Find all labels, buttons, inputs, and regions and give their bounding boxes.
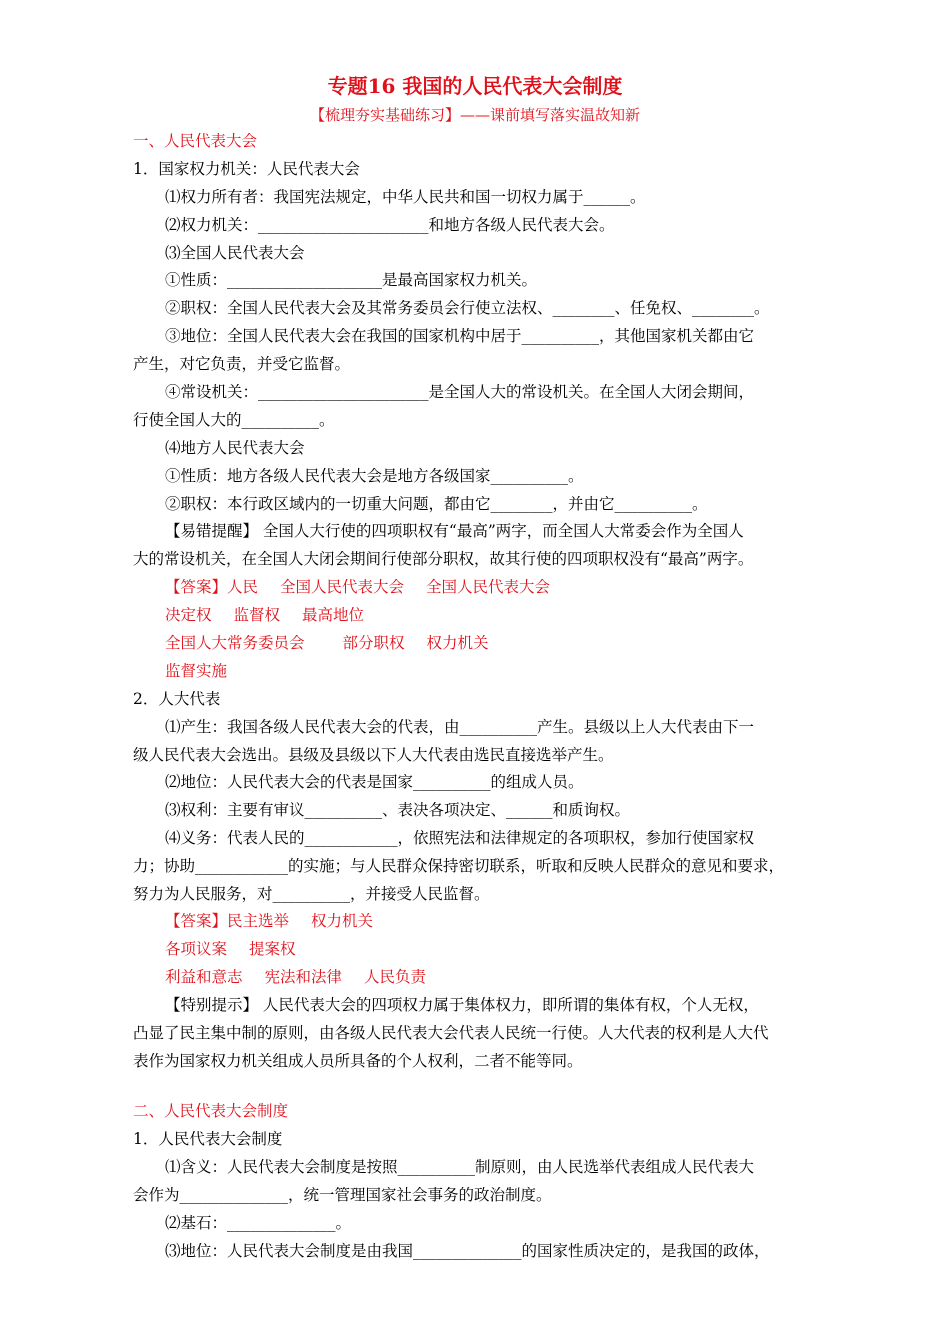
- answer-line: [165, 573, 855, 601]
- paragraph: ⑴权力所有者：我国宪法规定，中华人民共和国一切权力属于______。: [165, 188, 646, 206]
- answer-line: [165, 629, 855, 657]
- paragraph: 行使全国人大的__________。: [133, 411, 335, 429]
- answer-label: 【答案】: [165, 578, 228, 596]
- paragraph: ⑵基石：______________。: [165, 1214, 352, 1232]
- paragraph: ⑷地方人民代表大会: [165, 439, 305, 457]
- paragraph: ⑴含义：人民代表大会制度是按照__________制原则，由人民选举代表组成人民代表大: [165, 1158, 755, 1176]
- answer-text: 人民负责: [364, 968, 427, 986]
- paragraph: ⑶权利：主要有审议__________、表决各项决定、______和质询权。: [165, 801, 631, 819]
- answer-text: 全国人民代表大会: [426, 578, 551, 596]
- paragraph: ②职权：本行政区域内的一切重大问题，都由它________，并由它__________。: [165, 495, 708, 513]
- answer-text: 权力机关: [426, 634, 489, 652]
- answer-text: 最高地位: [302, 606, 365, 624]
- paragraph: 努力为人民服务，对__________，并接受人民监督。: [133, 885, 490, 903]
- paragraph: ⑵权力机关：______________________和地方各级人民代表大会。: [165, 216, 615, 234]
- answer-text: 利益和意志: [165, 968, 243, 986]
- answer-text: 各项议案: [165, 940, 228, 958]
- document-subtitle: 【梳理夯实基础练习】——课前填写落实温故知新: [309, 106, 640, 124]
- paragraph: 级人民代表大会选出。县级及县级以下人大代表由选民直接选举产生。: [133, 746, 614, 764]
- paragraph: ①性质：地方各级人民代表大会是地方各级国家__________。: [165, 467, 584, 485]
- answer-text: 宪法和法律: [264, 968, 343, 986]
- tip-paragraph: 表作为国家权力机关组成人员所具备的个人权利，二者不能等同。: [133, 1052, 583, 1070]
- item-heading: 1．人民代表大会制度: [133, 1130, 283, 1148]
- document-title: 专题16 我国的人民代表大会制度: [327, 74, 623, 98]
- paragraph: ③地位：全国人民代表大会在我国的国家机构中居于__________，其他国家机关都由它: [165, 327, 755, 345]
- paragraph: 会作为______________，统一管理国家社会事务的政治制度。: [133, 1186, 552, 1204]
- paragraph: ②职权：全国人民代表大会及其常务委员会行使立法权、________、任免权、________。: [165, 299, 770, 317]
- paragraph: ⑶地位：人民代表大会制度是由我国______________的国家性质决定的，是我国的政体，: [165, 1242, 770, 1260]
- answer-text: 决定权: [165, 606, 212, 624]
- paragraph: ④常设机关：______________________是全国人大的常设机关。在全国人大闭会期间，: [165, 383, 755, 401]
- answer-text: 全国人民代表大会: [280, 578, 405, 596]
- answer-text: 人民: [227, 578, 259, 596]
- answer-text: 监督权: [233, 606, 281, 624]
- paragraph: ⑵地位：人民代表大会的代表是国家__________的组成人员。: [165, 773, 584, 791]
- tip-paragraph: 凸显了民主集中制的原则，由各级人民代表大会代表人民统一行使。人大代表的权利是人大代: [133, 1024, 769, 1042]
- paragraph: 力；协助____________的实施；与人民群众保持密切联系，听取和反映人民群众的意见和要求，: [133, 857, 785, 875]
- answer-line: [165, 657, 855, 685]
- answer-line: [165, 935, 855, 963]
- section-heading: 二、人民代表大会制度: [133, 1102, 289, 1120]
- answer-line: [165, 907, 855, 935]
- tip-paragraph: 大的常设机关，在全国人大闭会期间行使部分职权，故其行使的四项职权没有“最高”两字。: [133, 550, 754, 568]
- item-heading: 1．国家权力机关：人民代表大会: [133, 160, 360, 178]
- paragraph: ⑷义务：代表人民的____________，依照宪法和法律规定的各项职权，参加行使国家权: [165, 829, 755, 847]
- paragraph: ⑴产生：我国各级人民代表大会的代表，由__________产生。县级以上人大代表由下一: [165, 718, 755, 736]
- answer-text: 监督实施: [165, 662, 228, 680]
- tip-paragraph: 【易错提醒】 全国人大行使的四项职权有“最高”两字，而全国人大常委会作为全国人: [165, 522, 744, 540]
- paragraph: ①性质：____________________是最高国家权力机关。: [165, 271, 538, 289]
- answer-text: 全国人大常务委员会: [165, 634, 305, 652]
- answer-line: [165, 601, 855, 629]
- answer-line: [165, 963, 855, 991]
- answer-text: 部分职权: [342, 634, 405, 652]
- answer-text: 权力机关: [311, 912, 374, 930]
- paragraph: 产生，对它负责，并受它监督。: [133, 355, 351, 373]
- answer-label: 【答案】: [165, 912, 228, 930]
- paragraph: ⑶全国人民代表大会: [165, 244, 305, 262]
- tip-paragraph: 【特别提示】 人民代表大会的四项权力属于集体权力，即所谓的集体有权，个人无权，: [165, 996, 759, 1014]
- answer-text: 提案权: [249, 940, 296, 958]
- section-heading: 一、人民代表大会: [133, 132, 258, 150]
- item-heading: 2．人大代表: [133, 690, 221, 708]
- answer-text: 民主选举: [227, 912, 290, 930]
